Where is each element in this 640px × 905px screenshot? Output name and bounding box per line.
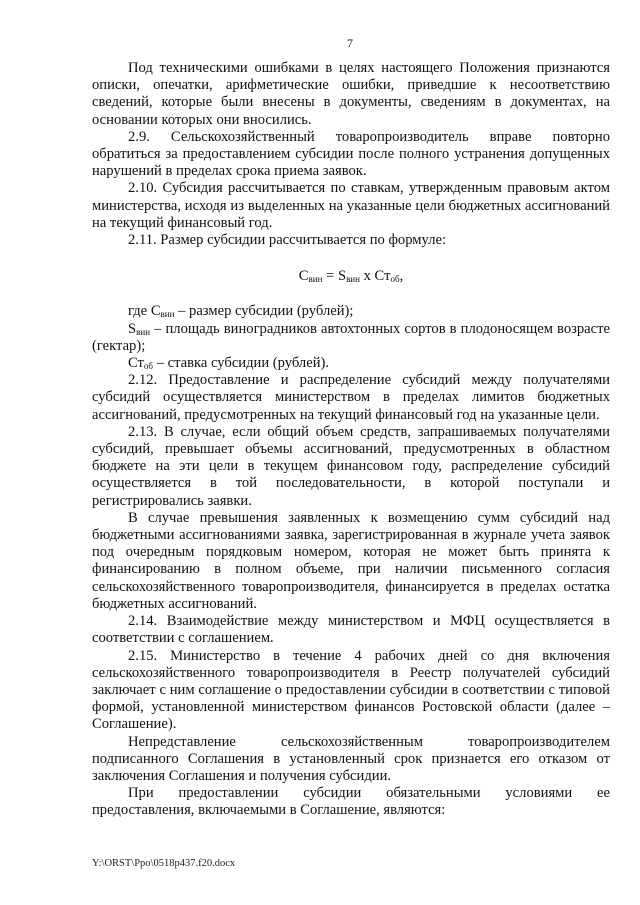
paragraph-2-15-conditions: При предоставлении субсидии обязательными условиями ее предоставления, включаемыми в Соглашение, являются: — [92, 785, 610, 819]
definition-st-symbol: Ст — [128, 355, 144, 372]
footer-file-path: Y:\ORST\Ppo\0518p437.f20.docx — [92, 858, 236, 869]
paragraph-2-13: 2.13. В случае, если общий объем средств, запрашиваемых получателями субсидий, превышает объемы ассигнований, предусмотренных в областном бюджете на эти цели в текущем финансовом году, распределение субсидий осуществляется в той последовательности, в которой поступали и регистрировались заявки. — [92, 423, 610, 509]
paragraph-2-15-refusal: Непредставление сельскохозяйственным товаропроизводителем подписанного Соглашения в установленный срок признается его отказом от заключения Соглашения и получения субсидии. — [92, 733, 610, 784]
definition-s-subscript: вин — [136, 326, 151, 337]
formula-comma: , — [399, 268, 404, 285]
paragraph-2-13-exceeding: В случае превышения заявленных к возмещению сумм субсидий над бюджетными ассигнованиями заявка, зарегистрированная в журнале учета заявок под очередным порядковым номером, которая не может быть принята к финансированию в полном объеме, при наличии письменного согласия сельскохозяйственного товаропроизводителя, финансируется в пределах остатка бюджетных ассигнований. — [92, 509, 610, 612]
definition-c-subscript: вин — [160, 309, 175, 320]
definition-st-subscript: об — [143, 361, 154, 372]
definition-s-text: – площадь виноградников автохтонных сортов в плодоносящем возрасте (гектар); — [92, 320, 610, 354]
formula-c-subscript: вин — [308, 274, 323, 285]
paragraph-2-15: 2.15. Министерство в течение 4 рабочих дней со дня включения сельскохозяйственного товаропроизводителя в Реестр получателей субсидий заключает с ним соглашение о предоставлении субсидии в соответствии с типовой формой, установленной министерством финансов Ростовской области (далее – Соглашение). — [92, 647, 610, 733]
definition-s-symbol: S — [128, 320, 137, 337]
formula-equals: = — [322, 268, 338, 285]
definition-st — [92, 355, 610, 372]
definition-c-symbol: С — [150, 303, 161, 320]
formula-st-subscript: об — [390, 274, 400, 285]
paragraph-technical-errors: Под техническими ошибками в целях настоящего Положения признаются описки, опечатки, арифметические ошибки, приведшие к несоответствию сведений, которые были внесены в документы, сведениям в документах, на основании которых они вносились. — [92, 60, 610, 128]
formula-s-symbol: S — [337, 268, 347, 285]
paragraph-2-10: 2.10. Субсидия рассчитывается по ставкам, утвержденным правовым актом министерства, исходя из выделенных на указанные цели бюджетных ассигнований на текущий финансовый год. — [92, 180, 610, 231]
document-body — [92, 60, 610, 820]
definition-prefix: где — [128, 303, 151, 320]
definition-s — [92, 321, 610, 355]
definition-st-text: – ставка субсидии (рублей). — [153, 355, 330, 372]
paragraph-2-14: 2.14. Взаимодействие между министерством и МФЦ осуществляется в соответствии с соглашением. — [92, 613, 610, 647]
paragraph-2-12: 2.12. Предоставление и распределение субсидий между получателями субсидий осуществляется министерством в пределах лимитов бюджетных ассигнований, предусмотренных на текущий финансовый год на указанные цели. — [92, 372, 610, 423]
formula-st-symbol: Ст — [374, 268, 391, 285]
formula-c-symbol: С — [298, 268, 309, 285]
definition-c — [92, 303, 610, 320]
formula-times: х — [359, 268, 375, 285]
paragraph-2-9: 2.9. Сельскохозяйственный товаропроизводитель вправе повторно обратиться за предоставлением субсидии после полного устранения допущенных нарушений в пределах срока приема заявок. — [92, 128, 610, 180]
paragraph-2-11: 2.11. Размер субсидии рассчитывается по формуле: — [128, 232, 447, 249]
definition-c-text: – размер субсидии (рублей); — [174, 303, 354, 320]
page-number: 7 — [347, 36, 353, 50]
subsidy-formula — [92, 268, 610, 285]
formula-s-subscript: вин — [346, 274, 360, 285]
